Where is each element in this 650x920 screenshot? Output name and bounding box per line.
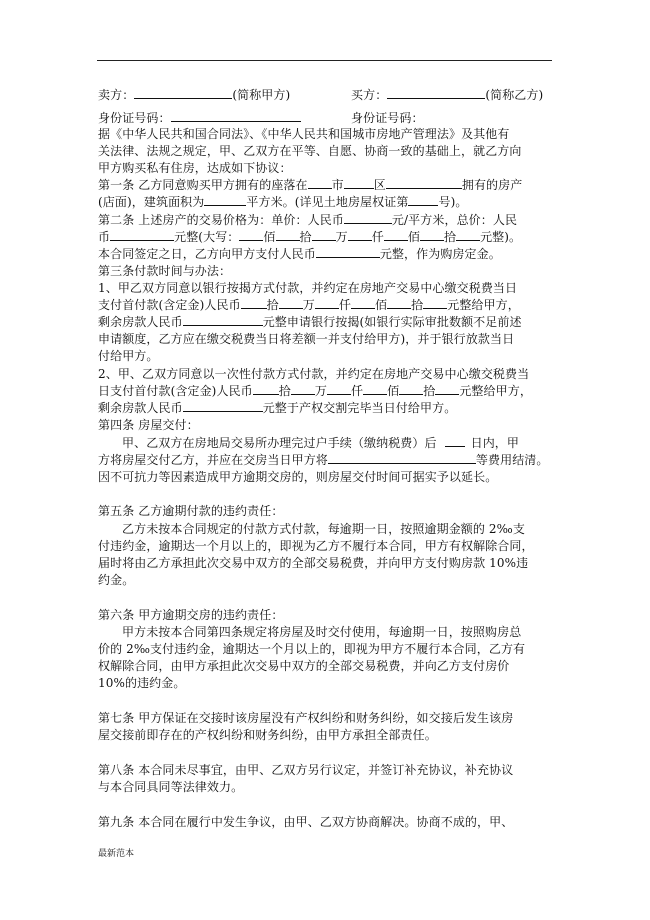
article-3-title: 第三条付款时间与办法： bbox=[98, 264, 232, 278]
article-6-title: 第六条 甲方逾期交房的违约责任： bbox=[98, 608, 284, 622]
article-3-line: 日支付首付款(含定金)人民币 拾 万 仟 佰 拾 元整给甲方， bbox=[98, 384, 532, 398]
seller-line: 卖方： (简称甲方) bbox=[98, 88, 291, 102]
article-1-line: (店面)，建筑面积为 平方米。(详见土地房屋权证第 号)。 bbox=[98, 195, 468, 209]
article-4-line: 方将房屋交付乙方，并应在交房当日甲方将 等费用结清。 bbox=[98, 453, 549, 467]
article-4-line: 甲、乙双方在房地局交易所办理完过户手续（缴纳税费）后 日内，甲 bbox=[122, 436, 520, 450]
cert-number-blank[interactable] bbox=[408, 194, 438, 206]
article-4-line: 因不可抗力等因素造成甲方逾期交房的，则房屋交付时间可据实予以延长。 bbox=[98, 470, 498, 484]
article-3-line: 剩余房款人民币 元整于产权交割完毕当日付给甲方。 bbox=[98, 401, 457, 415]
seller-blank[interactable] bbox=[134, 87, 232, 99]
footer-note: 最新范本 bbox=[98, 849, 135, 859]
buyer-blank[interactable] bbox=[387, 87, 485, 99]
article-5-line: 付违约金，逾期达一个月以上的，即视为乙方不履行本合同，甲方有权解除合同， bbox=[98, 539, 534, 553]
article-5-line: 约金。 bbox=[98, 573, 135, 587]
deposit-blank[interactable] bbox=[316, 246, 380, 258]
article-3-line: 剩余房款人民币 元整申请银行按揭(如银行实际审批数额不足前述 bbox=[98, 315, 522, 329]
property-blank[interactable] bbox=[386, 177, 462, 189]
area-blank[interactable] bbox=[204, 194, 246, 206]
header-rule bbox=[97, 60, 552, 61]
article-2-line: 第二条 上述房产的交易价格为：单价：人民币 元/平方米，总价：人民 bbox=[98, 213, 518, 227]
seller-id-line: 身份证号码： bbox=[98, 110, 301, 127]
days-blank[interactable] bbox=[445, 435, 465, 447]
article-5-line: 届时将由乙方承担此次交易中双方的全部交易税费，并向甲方支付购房款 10%违 bbox=[98, 556, 529, 570]
article-3-line: 支付首付款(含定金)人民币 拾 万 仟 佰 拾 元整给甲方， bbox=[98, 298, 520, 312]
article-3-line: 1、甲乙双方同意以银行按揭方式付款，并约定在房地产交易中心缴交税费当日 bbox=[98, 281, 518, 295]
article-6-line: 10%的违约金。 bbox=[98, 676, 186, 690]
article-1-line: 第一条 乙方同意购买甲方拥有的座落在 市 区 拥有的房产 bbox=[98, 178, 523, 192]
article-6-line: 价的 2‰支付违约金，逾期达一个月以上的，即视为甲方不履行本合同，乙方有 bbox=[98, 642, 526, 656]
article-8-line: 与本合同具同等法律效力。 bbox=[98, 780, 244, 794]
district-blank[interactable] bbox=[344, 177, 374, 189]
intro-line: 关法律、法规之规定，甲、乙双方在平等、自愿、协商一致的基础上，就乙方向 bbox=[98, 144, 522, 158]
buyer-id-line: 身份证号码： bbox=[351, 111, 424, 125]
article-7-line: 屋交接前即存在的产权纠纷和财务纠纷，由甲方承担全部责任。 bbox=[98, 728, 437, 742]
unit-price-blank[interactable] bbox=[344, 212, 392, 224]
article-8-line: 第八条 本合同未尽事宜，由甲、乙双方另行议定，并签订补充协议，补充协议 bbox=[98, 763, 514, 777]
article-5-line: 乙方未按本合同规定的付款方式付款，每逾期一日，按照逾期金额的 2‰支 bbox=[122, 522, 525, 536]
buyer-line: 买方： (简称乙方) bbox=[351, 88, 544, 102]
article-5-title: 第五条 乙方逾期付款的违约责任： bbox=[98, 504, 284, 518]
fees-blank[interactable] bbox=[328, 452, 476, 464]
article-3-line: 2、甲、乙双方同意以一次性付款方式付款，并约定在房地产交易中心缴交税费当 bbox=[98, 367, 530, 381]
intro-line: 据《中华人民共和国合同法》、《中华人民共和国城市房地产管理法》及其他有 bbox=[98, 127, 510, 141]
intro-line: 甲方购买私有住房，达成如下协议： bbox=[98, 161, 292, 175]
article-6-line: 甲方未按本合同第四条规定将房屋及时交付使用，每逾期一日，按照购房总 bbox=[122, 625, 522, 639]
article-3-line: 付给甲方。 bbox=[98, 349, 159, 363]
seller-id-blank[interactable] bbox=[171, 110, 301, 122]
article-2-line: 币 元整(大写： 佰 拾 万 仟 佰 拾 元整)。 bbox=[98, 230, 522, 244]
article-6-line: 权解除合同，由甲方承担此次交易中双方的全部交易税费，并向乙方支付房价 bbox=[98, 659, 510, 673]
article-3-line: 申请额度，乙方应在缴交税费当日将差额一并支付给甲方)，并于银行放款当日 bbox=[98, 332, 515, 346]
article-9-line: 第九条 本合同在履行中发生争议，由甲、乙双方协商解决。协商不成的，甲、 bbox=[98, 815, 514, 829]
article-4-title: 第四条 房屋交付： bbox=[98, 418, 199, 432]
article-7-line: 第七条 甲方保证在交接时该房屋没有产权纠纷和财务纠纷，如交接后发生该房 bbox=[98, 711, 514, 725]
city-blank[interactable] bbox=[308, 177, 332, 189]
total-price-blank[interactable] bbox=[110, 229, 174, 241]
article-2-line: 本合同签定之日，乙方向甲方支付人民币 元整，作为购房定金。 bbox=[98, 247, 501, 261]
